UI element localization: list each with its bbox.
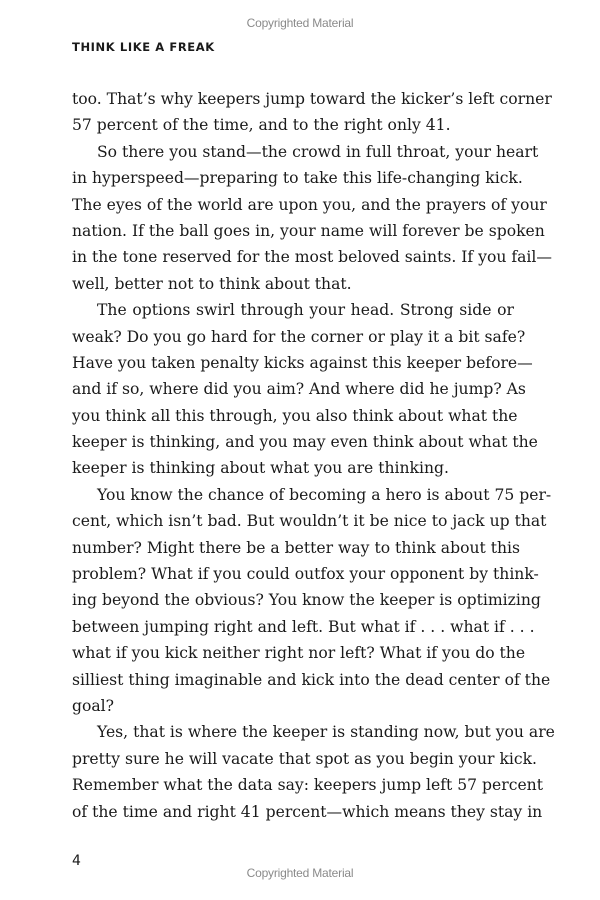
text-line: Have you taken penalty kicks against this keeper before— (72, 353, 533, 372)
text-line: weak? Do you go hard for the corner or play it a bit safe? (72, 327, 526, 346)
text-line: keeper is thinking about what you are thinking. (72, 459, 449, 478)
text-line: of the time and right 41 percent—which means they stay in (72, 802, 543, 821)
copyright-watermark-bottom: Copyrighted Material (246, 866, 354, 880)
text-line: ing beyond the obvious? You know the keeper is optimizing (72, 591, 541, 610)
text-line: cent, which isn’t bad. But wouldn’t it be nice to jack up that (72, 512, 547, 531)
text-line: keeper is thinking, and you may even think about what the (72, 433, 538, 452)
text-line: The eyes of the world are upon you, and the prayers of your (72, 195, 547, 214)
text-line: too. That’s why keepers jump toward the kicker’s left corner (72, 90, 552, 108)
text-line: goal? (72, 696, 115, 715)
text-line: So there you stand—the crowd in full throat, your heart (97, 142, 539, 161)
text-line: pretty sure he will vacate that spot as you begin your kick. (72, 749, 538, 768)
text-line: You know the chance of becoming a hero is about 75 per- (97, 485, 552, 504)
text-line: 57 percent of the time, and to the right only 41. (72, 116, 451, 135)
text-line: in the tone reserved for the most beloved saints. If you fail— (72, 248, 552, 267)
page-number: 4 (72, 853, 81, 869)
copyright-watermark-top: Copyrighted Material (246, 16, 354, 30)
text-line: what if you kick neither right nor left? What if you do the (72, 644, 526, 663)
running-head: THINK LIKE A FREAK (72, 40, 215, 54)
text-line: number? Might there be a better way to think about this (72, 538, 521, 557)
text-line: Remember what the data say: keepers jump left 57 percent (72, 776, 543, 795)
text-line: Yes, that is where the keeper is standing now, but you are (97, 723, 555, 742)
text-line: silliest thing imaginable and kick into the dead center of the (72, 670, 551, 689)
text-line: in hyperspeed—preparing to take this life-changing kick. (72, 169, 523, 188)
text-line: between jumping right and left. But what if . . . what if . . . (72, 617, 535, 636)
text-line: you think all this through, you also think about what the (72, 406, 518, 425)
text-line: problem? What if you could outfox your opponent by think- (72, 565, 539, 584)
text-line: well, better not to think about that. (72, 274, 352, 293)
body-text (72, 86, 555, 825)
text-line: nation. If the ball goes in, your name will forever be spoken (72, 221, 545, 240)
text-line: and if so, where did you aim? And where did he jump? As (72, 380, 526, 399)
text-line: The options swirl through your head. Strong side or (97, 301, 514, 320)
